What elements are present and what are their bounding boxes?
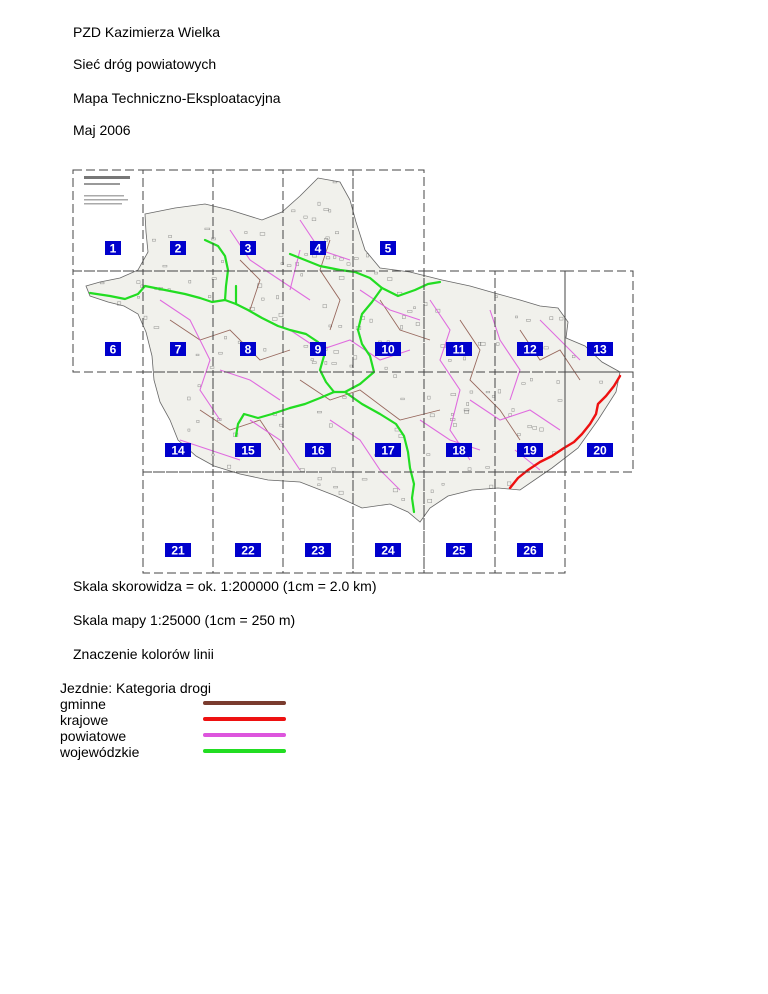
sheet-label-16	[305, 443, 331, 458]
sheet-label-25	[446, 543, 472, 558]
document-subtitle: Sieć dróg powiatowych	[73, 56, 217, 72]
sheet-label-17	[375, 443, 401, 458]
sheet-label-14	[165, 443, 191, 458]
sheet-cell	[213, 472, 283, 573]
sheet-label-12	[517, 342, 543, 357]
inset-title-block	[84, 176, 130, 205]
sheet-label-19	[517, 443, 543, 458]
sheet-label-8	[240, 342, 256, 357]
sheet-label-6	[105, 342, 121, 357]
sheet-label-text: 9	[314, 342, 322, 357]
legend-swatch-powiatowe	[203, 733, 286, 737]
sheet-label-text: 12	[523, 342, 537, 357]
legend-item	[60, 712, 211, 728]
sheet-label-text: 10	[381, 342, 395, 357]
sheet-label-text: 8	[244, 342, 252, 357]
sheet-label-2	[170, 241, 186, 256]
sheet-label-text: 2	[174, 241, 182, 256]
legend-item	[60, 744, 211, 760]
sheet-label-text: 25	[452, 543, 466, 558]
sheet-label-18	[446, 443, 472, 458]
index-scale-label: Skala skorowidza = ok. 1:200000 (1cm = 2.0 km)	[73, 578, 377, 594]
legend-title: Znaczenie kolorów linii	[73, 646, 214, 662]
sheet-label-text: 13	[593, 342, 607, 357]
document-title: PZD Kazimierza Wielka	[73, 24, 221, 40]
legend-item-label: krajowe	[60, 712, 109, 728]
sheet-label-text: 26	[523, 543, 537, 558]
sheet-label-11	[446, 342, 472, 357]
legend-item	[60, 696, 211, 712]
sheet-label-text: 14	[171, 443, 185, 458]
sheet-label-3	[240, 241, 256, 256]
sheet-label-text: 22	[241, 543, 255, 558]
map-scale-label: Skala mapy 1:25000 (1cm = 250 m)	[73, 612, 296, 628]
sheet-label-text: 4	[314, 241, 322, 256]
legend-swatch-krajowe	[203, 717, 286, 721]
sheet-label-20	[587, 443, 613, 458]
sheet-label-24	[375, 543, 401, 558]
sheet-label-5	[380, 241, 396, 256]
sheet-label-text: 19	[523, 443, 537, 458]
date-label: Maj 2006	[73, 122, 131, 138]
sheet-cell	[143, 472, 213, 573]
legend-heading: Jezdnie: Kategoria drogi	[60, 680, 211, 696]
sheet-label-15	[235, 443, 261, 458]
sheet-label-21	[165, 543, 191, 558]
legend-swatch-gminne	[203, 701, 286, 705]
sheet-label-7	[170, 342, 186, 357]
sheet-label-text: 23	[311, 543, 325, 558]
sheet-label-text: 1	[109, 241, 117, 256]
sheet-label-text: 21	[171, 543, 185, 558]
legend-item-label: powiatowe	[60, 728, 127, 744]
sheet-label-22	[235, 543, 261, 558]
sheet-label-13	[587, 342, 613, 357]
map-type-label: Mapa Techniczno-Eksploatacyjna	[73, 90, 281, 106]
legend-swatch-wojewodzkie	[203, 749, 286, 753]
sheet-label-text: 17	[381, 443, 395, 458]
sheet-label-1	[105, 241, 121, 256]
sheet-label-text: 6	[109, 342, 117, 357]
legend-item	[60, 728, 211, 744]
sheet-cell	[73, 170, 143, 271]
sheet-label-text: 18	[452, 443, 466, 458]
legend-item-label: wojewódzkie	[60, 744, 140, 760]
sheet-label-text: 20	[593, 443, 607, 458]
sheet-label-text: 7	[174, 342, 182, 357]
sheet-label-text: 16	[311, 443, 325, 458]
sheet-label-26	[517, 543, 543, 558]
legend-item-label: gminne	[60, 696, 106, 712]
legend	[60, 680, 211, 760]
sheet-label-text: 24	[381, 543, 395, 558]
sheet-label-10	[375, 342, 401, 357]
sheet-label-9	[310, 342, 326, 357]
sheet-label-text: 15	[241, 443, 255, 458]
sheet-label-text: 11	[452, 342, 466, 357]
sheet-label-23	[305, 543, 331, 558]
sheet-label-text: 3	[244, 241, 252, 256]
sheet-label-4	[310, 241, 326, 256]
sheet-label-text: 5	[384, 241, 392, 256]
